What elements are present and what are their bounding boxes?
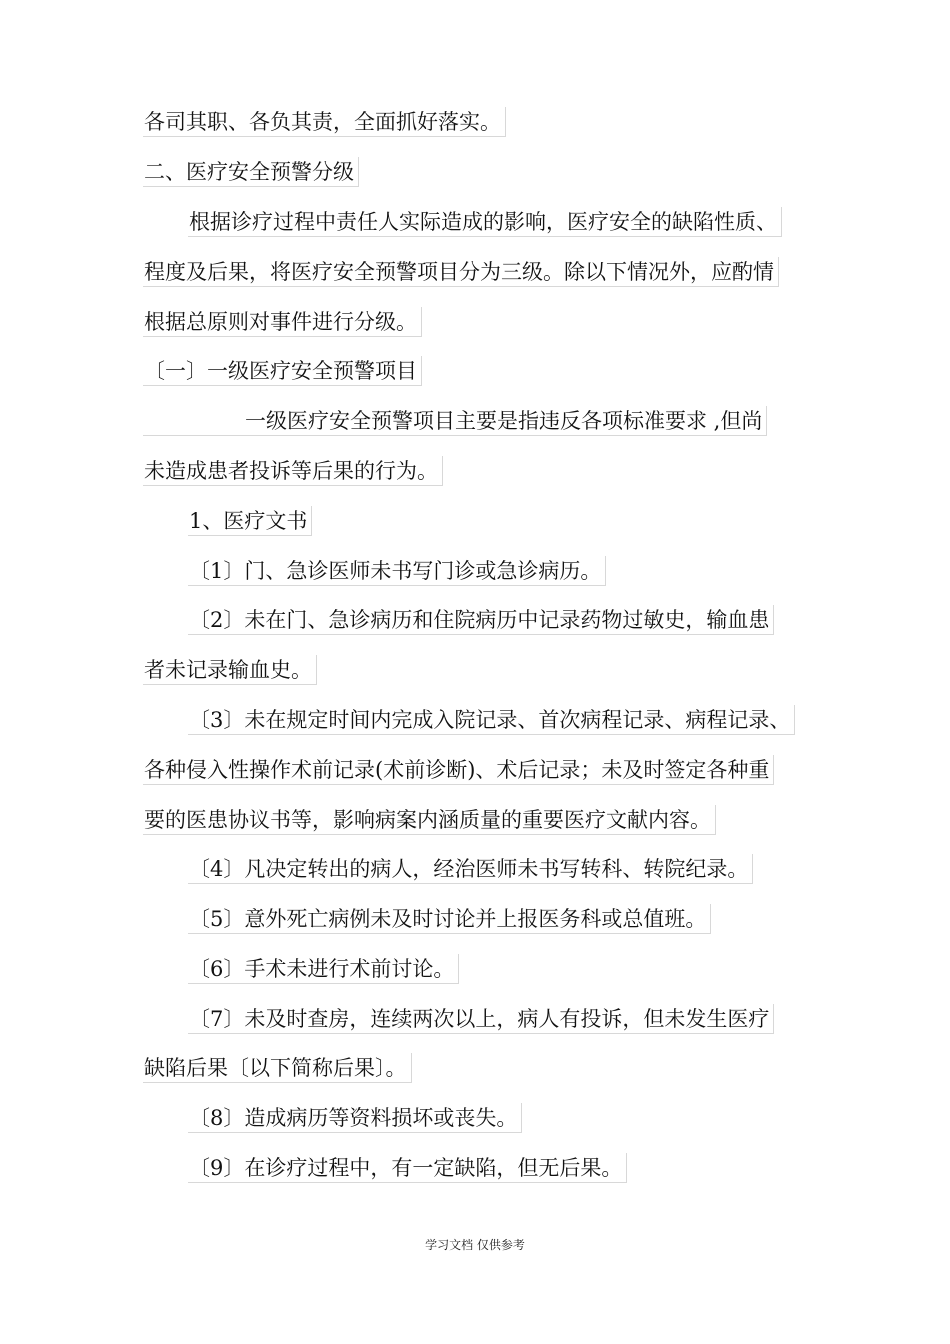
list-item: 〔6〕手术未进行术前讨论。 [188,954,459,984]
item-heading: 1、医疗文书 [188,506,312,536]
list-item: 〔9〕在诊疗过程中，有一定缺陷，但无后果。 [188,1153,627,1183]
list-item: 〔3〕未在规定时间内完成入院记录、首次病程记录、病程记录、 [188,705,795,735]
paragraph-line: 根据诊疗过程中责任人实际造成的影响，医疗安全的缺陷性质、 [188,207,782,237]
list-item-continuation: 各种侵入性操作术前记录(术前诊断)、术后记录；未及时签定各种重 [143,755,774,785]
list-item: 〔1〕门、急诊医师未书写门诊或急诊病历。 [188,556,606,586]
list-item-continuation: 要的医患协议书等，影响病案内涵质量的重要医疗文献内容。 [143,805,716,835]
list-item-continuation: 者未记录输血史。 [143,655,317,685]
list-item: 〔2〕未在门、急诊病历和住院病历中记录药物过敏史，输血患 [188,605,774,635]
section-heading: 二、医疗安全预警分级 [143,157,359,187]
list-item-continuation: 缺陷后果〔以下简称后果〕。 [143,1053,412,1083]
subsection-heading: 〔一〕一级医疗安全预警项目 [143,356,422,386]
list-item: 〔5〕意外死亡病例未及时讨论并上报医务科或总值班。 [188,904,711,934]
paragraph-line: 根据总原则对事件进行分级。 [143,307,422,337]
paragraph-line: 各司其职、各负其责，全面抓好落实。 [143,107,506,137]
paragraph-line: 未造成患者投诉等后果的行为。 [143,456,443,486]
paragraph-line: 一级医疗安全预警项目主要是指违反各项标准要求 ,但尚 [143,406,767,436]
page-footer: 学习文档 仅供参考 [425,1238,525,1252]
list-item: 〔8〕造成病历等资料损坏或丧失。 [188,1103,522,1133]
list-item: 〔7〕未及时查房，连续两次以上，病人有投诉，但未发生医疗 [188,1004,774,1034]
paragraph-line: 程度及后果，将医疗安全预警项目分为三级。除以下情况外，应酌情 [143,257,779,287]
list-item: 〔4〕凡决定转出的病人，经治医师未书写转科、转院纪录。 [188,854,753,884]
